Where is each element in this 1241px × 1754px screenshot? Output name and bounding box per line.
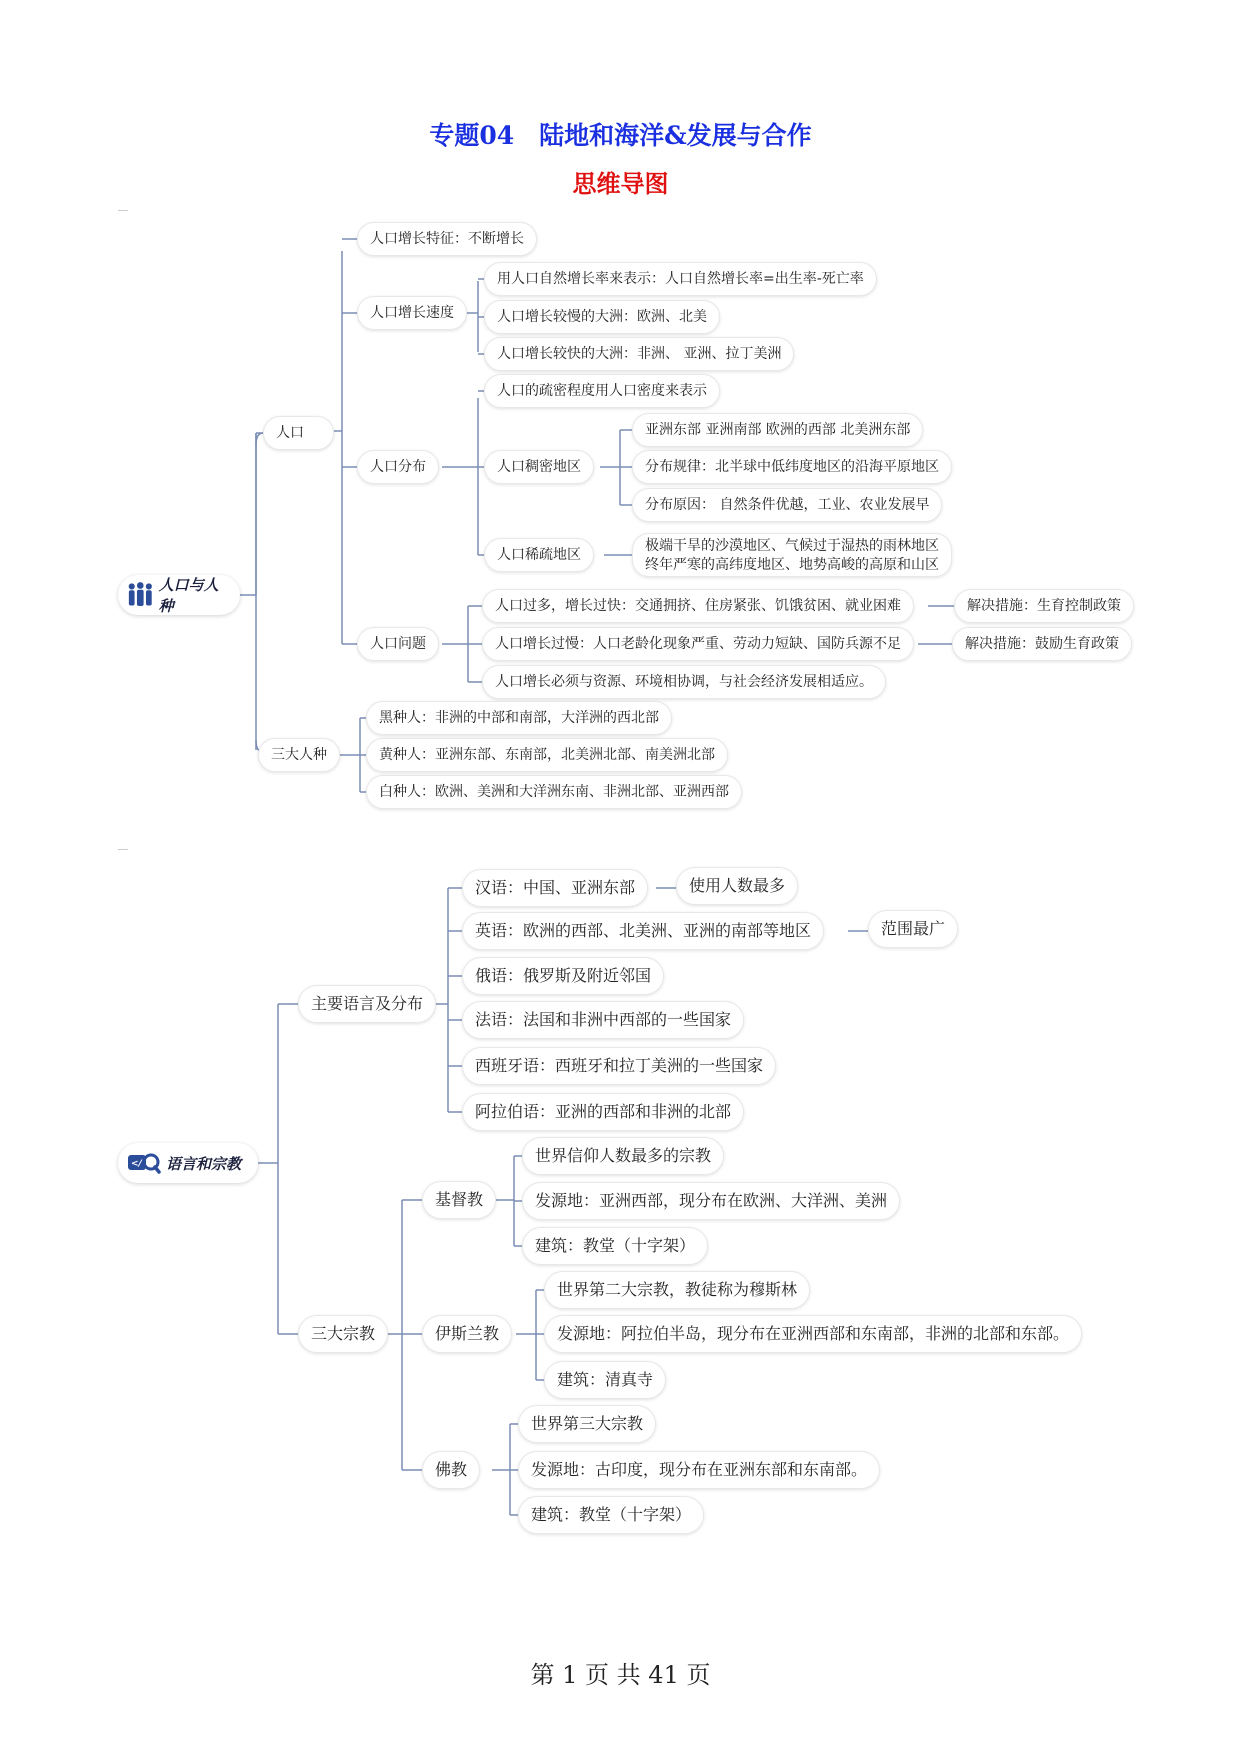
node-sparse-areas: 人口稀疏地区 [484, 538, 594, 572]
root-node-label: 语言和宗教 [166, 1154, 242, 1173]
node-speed-item: 人口增长较慢的大洲：欧洲、北美 [484, 300, 720, 334]
node-christianity: 基督教 [422, 1181, 496, 1219]
document-subtitle: 思维导图 [572, 169, 669, 198]
node-buddhism-item: 建筑：教堂（十字架） [518, 1496, 704, 1534]
node-christianity-item: 世界信仰人数最多的宗教 [522, 1137, 724, 1175]
node-dense-item: 分布原因： 自然条件优越，工业、农业发展早 [632, 488, 942, 522]
node-growth-speed: 人口增长速度 [357, 296, 467, 330]
node-dense-areas: 人口稠密地区 [484, 450, 594, 484]
node-race-item: 黄种人：亚洲东部、东南部，北美洲北部、南美洲北部 [366, 738, 728, 772]
node-language-french: 法语：法国和非洲中西部的一些国家 [462, 1001, 744, 1039]
node-islam-item: 世界第二大宗教，教徒称为穆斯林 [544, 1271, 810, 1309]
node-density-note: 人口的疏密程度用人口密度来表示 [484, 374, 720, 408]
node-dense-item: 分布规律：北半球中低纬度地区的沿海平原地区 [632, 450, 952, 484]
node-language-english: 英语：欧洲的西部、北美洲、亚洲的南部等地区 [462, 912, 824, 950]
document-title: 专题04 陆地和海洋&发展与合作 [429, 121, 812, 150]
node-english-note: 范围最广 [868, 910, 958, 948]
language-icon [126, 1149, 162, 1177]
node-distribution: 人口分布 [357, 450, 439, 484]
sparse-line: 极端干旱的沙漠地区、气候过于湿热的雨林地区 [645, 538, 939, 554]
node-problem-fast: 人口过多，增长过快：交通拥挤、住房紧张、饥饿贫困、就业困难 [482, 589, 914, 623]
node-problem-slow: 人口增长过慢：人口老龄化现象严重、劳动力短缺、国防兵源不足 [482, 627, 914, 661]
node-race-item: 白种人：欧洲、美洲和大洋洲东南、非洲北部、亚洲西部 [366, 775, 742, 809]
node-solution-control: 解决措施：生育控制政策 [954, 589, 1134, 623]
node-population: 人口 [263, 416, 334, 450]
node-buddhism: 佛教 [422, 1451, 480, 1489]
node-islam-item: 建筑：清真寺 [544, 1361, 666, 1399]
node-solution-encourage: 解决措施：鼓励生育政策 [952, 627, 1132, 661]
svg-text:</: </ [131, 1159, 142, 1169]
node-chinese-note: 使用人数最多 [676, 867, 798, 905]
node-language-chinese: 汉语：中国、亚洲东部 [462, 869, 648, 907]
people-icon [126, 581, 155, 609]
node-language-spanish: 西班牙语：西班牙和拉丁美洲的一些国家 [462, 1047, 776, 1085]
root-node-language-religion [118, 1143, 258, 1183]
node-three-religions: 三大宗教 [298, 1315, 388, 1353]
node-language-arabic: 阿拉伯语：亚洲的西部和非洲的北部 [462, 1093, 744, 1131]
node-main-languages: 主要语言及分布 [298, 985, 436, 1023]
node-race-item: 黑种人：非洲的中部和南部，大洋洲的西北部 [366, 701, 672, 735]
node-three-races: 三大人种 [258, 738, 340, 772]
page-footer: 第 1 页 共 41 页 [530, 1661, 711, 1689]
node-buddhism-item: 世界第三大宗教 [518, 1405, 656, 1443]
node-islam-item: 发源地：阿拉伯半岛，现分布在亚洲西部和东南部，非洲的北部和东部。 [544, 1315, 1082, 1353]
node-islam: 伊斯兰教 [422, 1315, 512, 1353]
node-speed-item: 用人口自然增长率来表示：人口自然增长率=出生率-死亡率 [484, 262, 877, 296]
node-christianity-item: 建筑：教堂（十字架） [522, 1227, 708, 1265]
root-node-label: 人口与人种 [158, 576, 219, 615]
node-christianity-item: 发源地：亚洲西部，现分布在欧洲、大洋洲、美洲 [522, 1182, 900, 1220]
node-language-russian: 俄语：俄罗斯及附近邻国 [462, 957, 664, 995]
node-speed-item: 人口增长较快的大洲：非洲、 亚洲、拉丁美洲 [484, 337, 794, 371]
root-node-population-races [118, 575, 240, 615]
node-population-problems: 人口问题 [357, 627, 439, 661]
node-buddhism-item: 发源地：古印度，现分布在亚洲东部和东南部。 [518, 1451, 880, 1489]
sparse-line: 终年严寒的高纬度地区、地势高峻的高原和山区 [645, 557, 939, 573]
node-dense-item: 亚洲东部 亚洲南部 欧洲的西部 北美洲东部 [632, 413, 923, 447]
node-problem-harmony: 人口增长必须与资源、环境相协调，与社会经济发展相适应。 [482, 665, 886, 699]
node-sparse-detail [632, 533, 952, 577]
node-growth-feature: 人口增长特征：不断增长 [357, 222, 537, 256]
